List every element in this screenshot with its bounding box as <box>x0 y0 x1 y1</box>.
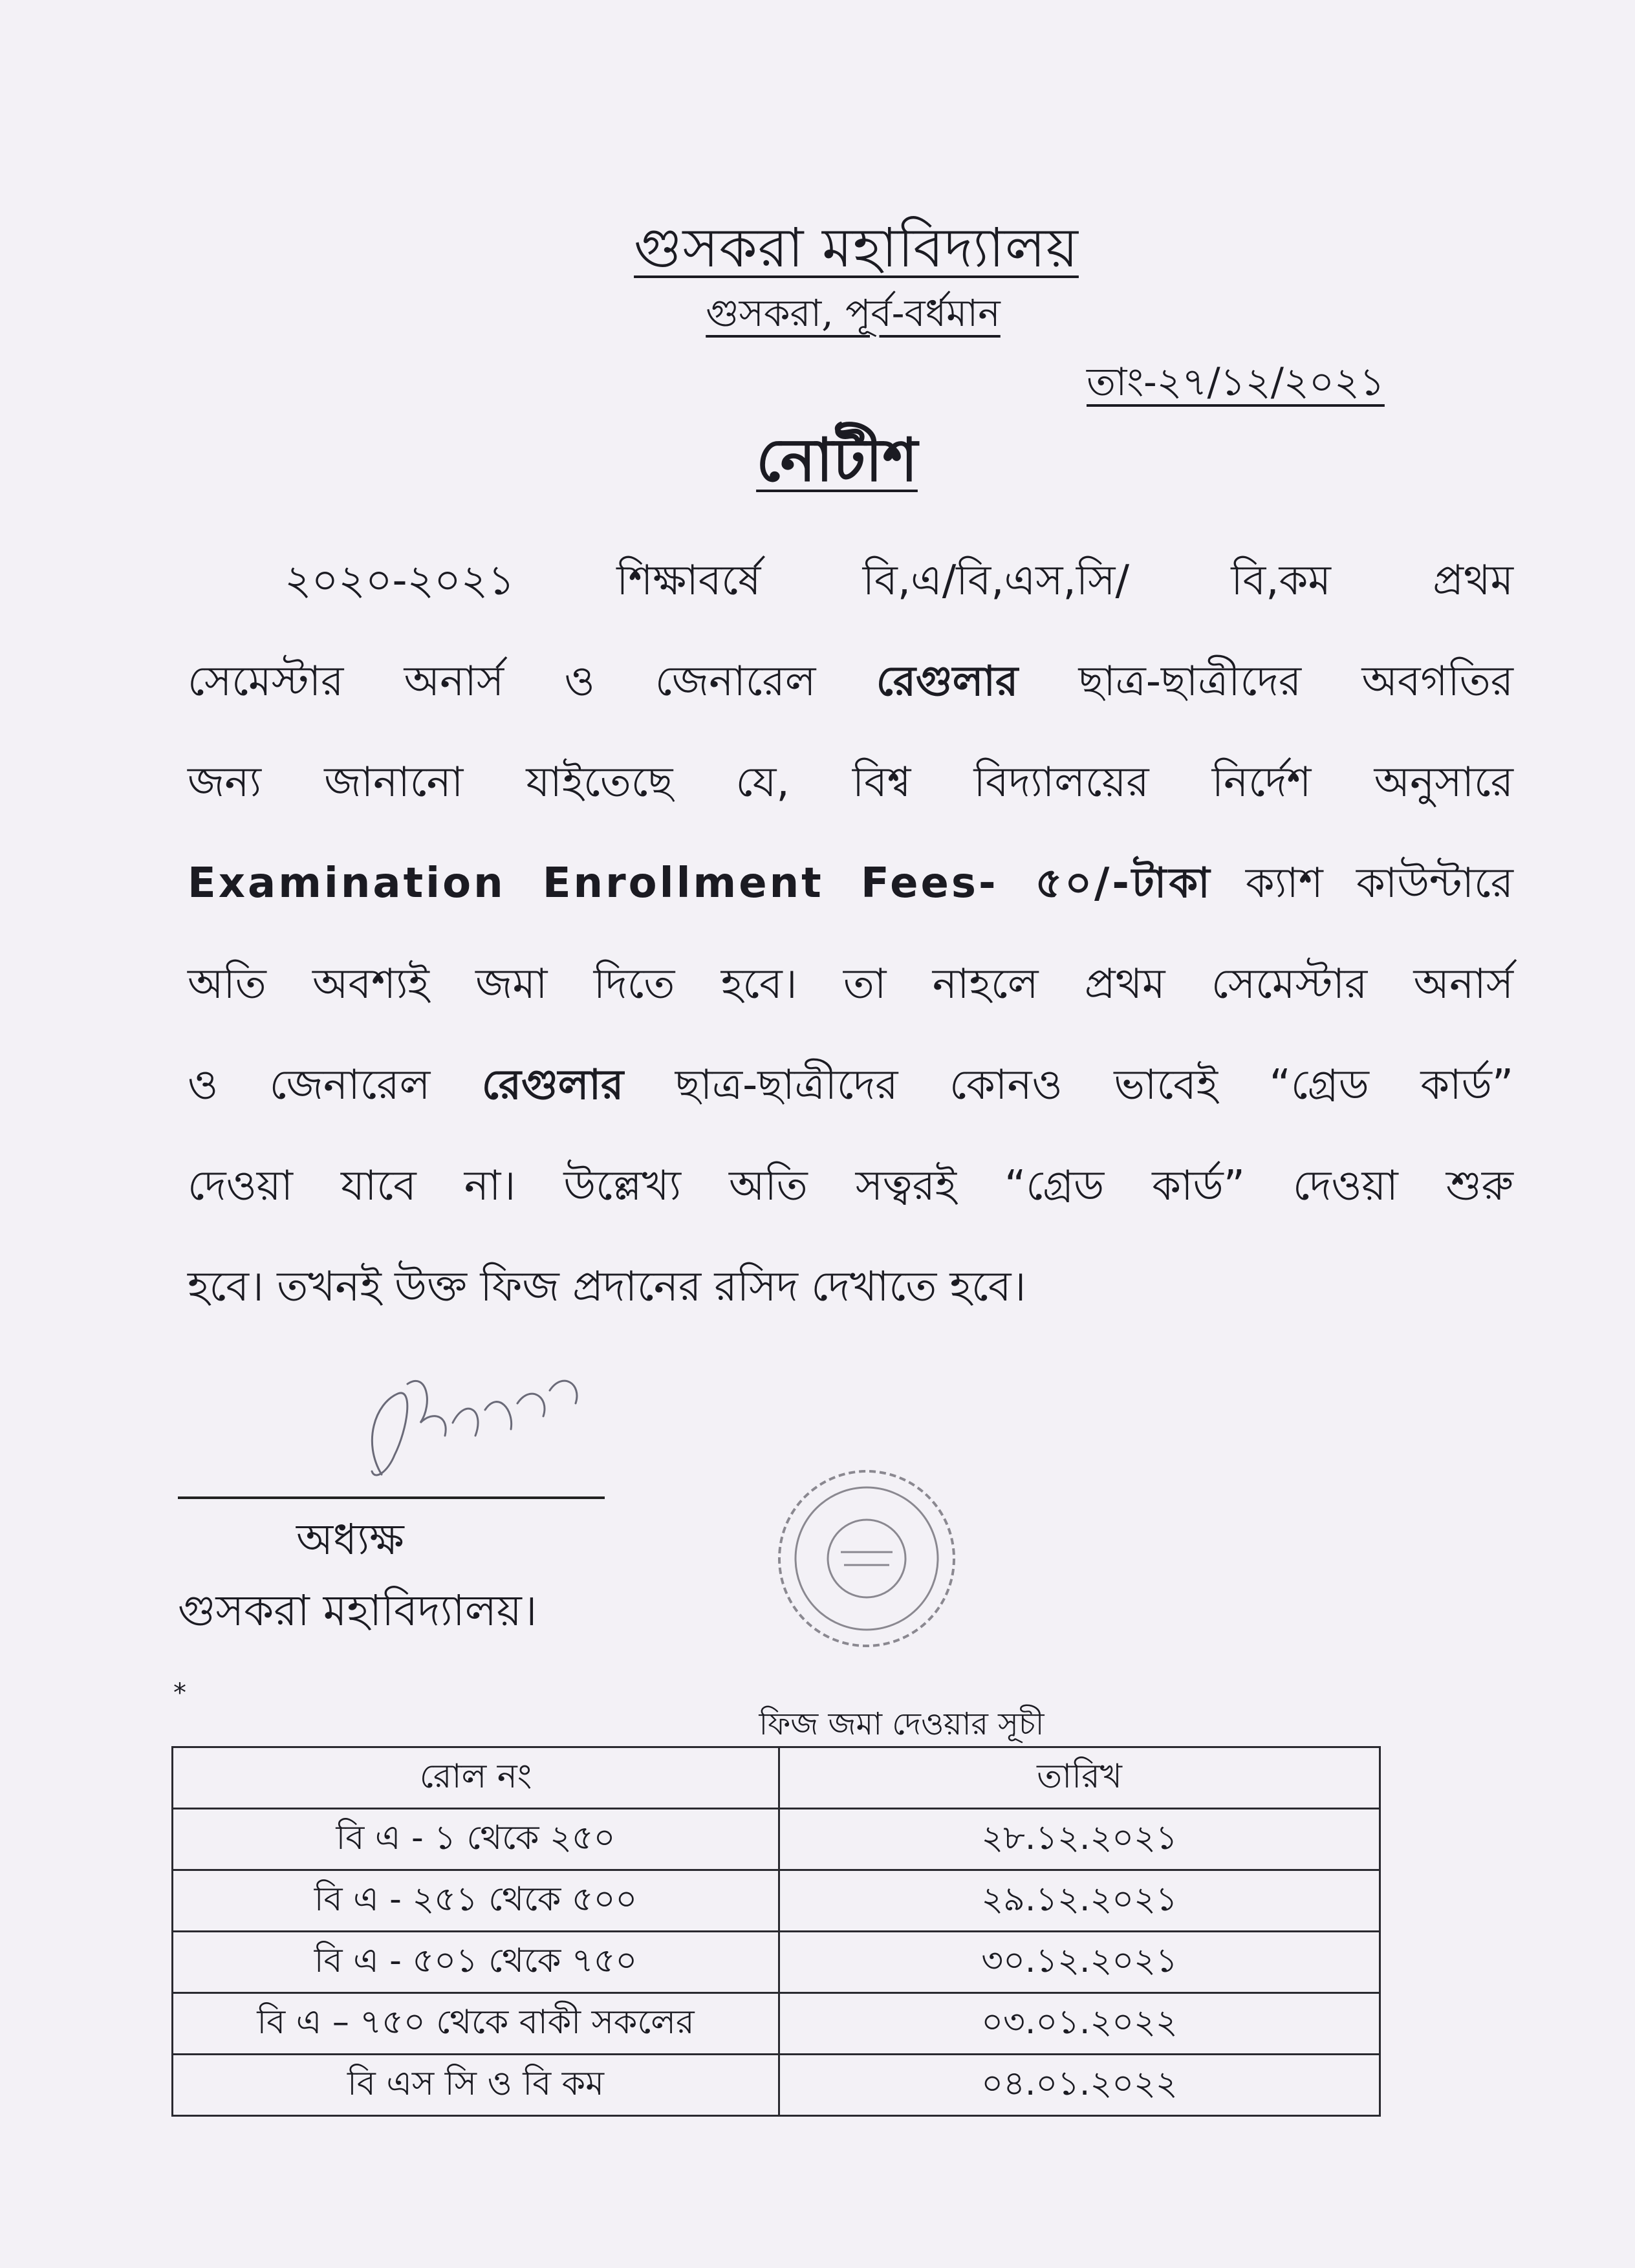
table-header-row <box>173 1747 1380 1809</box>
principal-designation: অধ্যক্ষ <box>296 1515 404 1564</box>
body-line-2: সেমেস্টার অনার্স ও জেনারেল রেগুলার ছাত্র-ছাত্রীদের অবগতির <box>188 658 1513 706</box>
college-seal-stamp <box>770 1462 964 1656</box>
roll-cell: বি এ - ২৫১ থেকে ৫০০ <box>173 1870 779 1932</box>
date-cell: ২৯.১২.২০২১ <box>779 1870 1380 1932</box>
date-cell: ৩০.১২.২০২১ <box>779 1932 1380 1993</box>
roll-cell: বি এস সি ও বি কম <box>173 2055 779 2116</box>
notice-heading: নোটীশ <box>756 425 918 495</box>
date-cell: ০৩.০১.২০২২ <box>779 1993 1380 2055</box>
column-header-roll: রোল নং <box>173 1747 779 1809</box>
date-cell: ০৪.০১.২০২২ <box>779 2055 1380 2116</box>
roll-cell: বি এ – ৭৫০ থেকে বাকী সকলের <box>173 1993 779 2055</box>
notice-body <box>188 530 1513 1337</box>
roll-cell: বি এ - ৫০১ থেকে ৭৫০ <box>173 1932 779 1993</box>
fee-schedule-table <box>171 1746 1381 2117</box>
regular-emphasis: রেগুলার <box>876 658 1019 706</box>
table-row <box>173 1993 1380 2055</box>
body-line-6: ও জেনারেল রেগুলার ছাত্র-ছাত্রীদের কোনও ভাবেই “গ্রেড কার্ড” <box>188 1061 1513 1109</box>
body-line-3: জন্য জানানো যাইতেছে যে, বিশ্ব বিদ্যালয়ের নির্দেশ অনুসারে <box>188 759 1513 806</box>
signatory-college: গুসকরা মহাবিদ্যালয়। <box>178 1586 537 1636</box>
regular-emphasis: রেগুলার <box>481 1061 624 1109</box>
body-line-1: ২০২০-২০২১ শিক্ষাবর্ষে বি,এ/বি,এস,সি/ বি,কম প্রথম <box>285 557 1513 605</box>
body-line-7: দেওয়া যাবে না। উল্লেখ্য অতি সত্বরই “গ্রেড কার্ড” দেওয়া শুরু <box>188 1162 1513 1210</box>
notice-date: তাং-২৭/১২/২০২১ <box>1087 360 1385 405</box>
roll-cell: বি এ - ১ থেকে ২৫০ <box>173 1809 779 1870</box>
college-name-heading: গুসকরা মহাবিদ্যালয় <box>634 216 1079 279</box>
table-row <box>173 1932 1380 1993</box>
schedule-title: ফিজ জমা দেওয়ার সূচী <box>759 1706 1045 1742</box>
body-line-5: অতি অবশ্যই জমা দিতে হবে। তা নাহলে প্রথম সেমেস্টার অনার্স <box>188 960 1513 1008</box>
body-line-4: Examination Enrollment Fees- ৫০/-টাকা ক্যাশ কাউন্টারে <box>188 859 1513 907</box>
college-address: গুসকরা, পূর্ব-বর্ধমান <box>706 291 1001 335</box>
table-row <box>173 1870 1380 1932</box>
enrollment-fee-text: Examination Enrollment Fees- ৫০/-টাকা <box>188 859 1213 907</box>
table-row <box>173 2055 1380 2116</box>
date-cell: ২৮.১২.২০২১ <box>779 1809 1380 1870</box>
table-row <box>173 1809 1380 1870</box>
bullet-mark: * <box>173 1678 186 1708</box>
handwritten-signature <box>336 1332 608 1500</box>
body-line-8: হবে। তখনই উক্ত ফিজ প্রদানের রসিদ দেখাতে হবে। <box>188 1263 1026 1311</box>
column-header-date: তারিখ <box>779 1747 1380 1809</box>
signature-line <box>178 1496 605 1499</box>
